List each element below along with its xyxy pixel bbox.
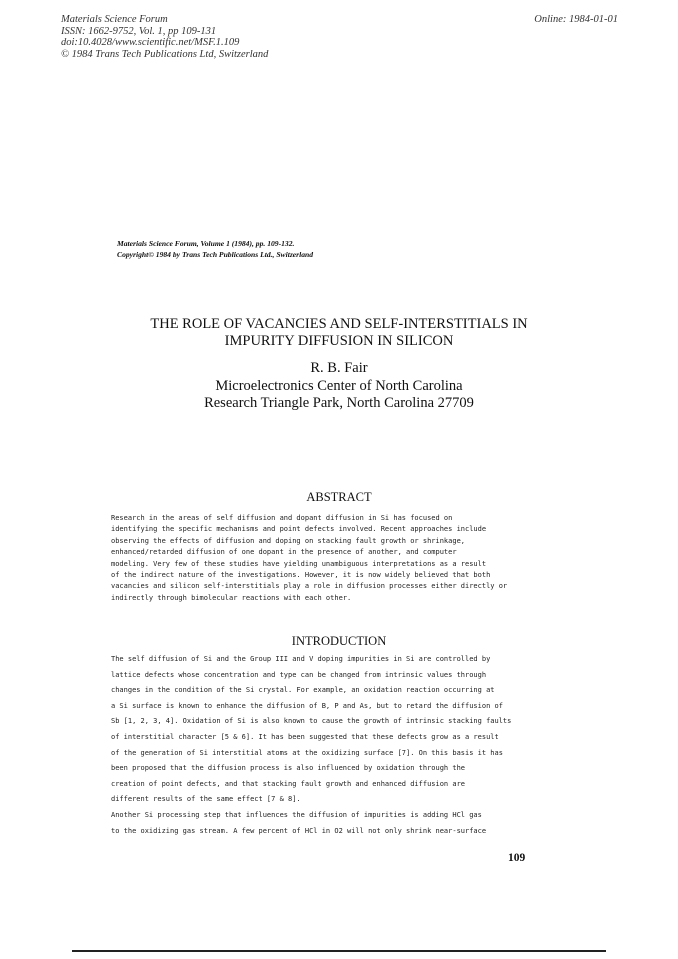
- abstract-body: [111, 513, 531, 604]
- intro-line: creation of point defects, and that stacking fault growth and enhanced diffusion are: [111, 779, 466, 788]
- paper-title-line2: IMPURITY DIFFUSION IN SILICON: [224, 333, 454, 349]
- intro-line: The self diffusion of Si and the Group III and V doping impurities in Si are controlled by: [111, 655, 491, 663]
- introduction-body: [111, 652, 535, 839]
- intro-line: Another Si processing step that influences the diffusion of impurities is adding HCl gas: [111, 810, 482, 819]
- citation-copyright: © 1984 Trans Tech Publications Ltd, Switzerland: [61, 48, 269, 60]
- abstract-line: of the indirect nature of the investigations. However, it is now widely believed that both: [111, 571, 491, 580]
- intro-line: to the oxidizing gas stream. A few percent of HCl in O2 will not only shrink near-surface: [111, 826, 487, 835]
- journal-note-line1: Materials Science Forum, Volume 1 (1984), pp. 109-132.: [117, 239, 295, 248]
- abstract-line: indirectly through bimolecular reactions with each other.: [111, 593, 352, 602]
- intro-line: of interstitial character [5 & 6]. It has been suggested that these defects grow as a result: [111, 732, 499, 741]
- online-date: Online: 1984-01-01: [534, 14, 618, 25]
- intro-line: a Si surface is known to enhance the diffusion of B, P and As, but to retard the diffusion of: [111, 701, 503, 710]
- introduction-heading: INTRODUCTION: [291, 634, 387, 648]
- author-affiliation-1: Microelectronics Center of North Carolina: [215, 377, 463, 394]
- intro-line: different results of the same effect [7 & 8].: [111, 795, 301, 804]
- intro-line: Sb [1, 2, 3, 4]. Oxidation of Si is also known to cause the growth of intrinsic stacking faults: [111, 717, 512, 726]
- intro-line: lattice defects whose concentration and type can be changed from intrinsic values through: [111, 670, 487, 679]
- abstract-line: identifying the specific mechanisms and point defects involved. Recent approaches include: [111, 525, 487, 534]
- intro-line: been proposed that the diffusion process is also influenced by oxidation through the: [111, 764, 466, 773]
- citation-journal: Materials Science Forum: [61, 14, 168, 25]
- abstract-line: Research in the areas of self diffusion and dopant diffusion in Si has focused on: [111, 514, 453, 522]
- paper-title: [60, 316, 618, 350]
- abstract-line: enhanced/retarded diffusion of one dopant in the presence of another, and computer: [111, 548, 457, 557]
- author-affiliation-2: Research Triangle Park, North Carolina 27709: [204, 395, 474, 411]
- author-block: [60, 360, 618, 413]
- paper-title-line1: THE ROLE OF VACANCIES AND SELF-INTERSTITIALS IN: [150, 316, 528, 332]
- abstract-line: modeling. Very few of these studies have yielding unambiguous interpretations as a result: [111, 559, 487, 568]
- citation-header: [61, 14, 268, 60]
- footer-rule: [72, 950, 606, 952]
- intro-line: of the generation of Si interstitial atoms at the oxidizing surface [7]. On this basis it has: [111, 748, 503, 757]
- abstract-heading: ABSTRACT: [306, 490, 372, 504]
- citation-issn: ISSN: 1662-9752, Vol. 1, pp 109-131: [61, 25, 217, 37]
- journal-note-line2: Copyright© 1984 by Trans Tech Publications Ltd., Switzerland: [117, 250, 314, 259]
- journal-note: [117, 238, 313, 260]
- abstract-line: observing the effects of diffusion and doping on stacking fault growth or shrinkage,: [111, 536, 466, 545]
- citation-doi: doi:10.4028/www.scientific.net/MSF.1.109: [61, 37, 240, 48]
- page-number: 109: [508, 852, 526, 864]
- author-name: R. B. Fair: [310, 360, 368, 376]
- abstract-line: vacancies and silicon self-interstitials play a role in diffusion processes either directly or: [111, 582, 508, 591]
- intro-line: changes in the condition of the Si crystal. For example, an oxidation reaction occurring at: [111, 686, 495, 695]
